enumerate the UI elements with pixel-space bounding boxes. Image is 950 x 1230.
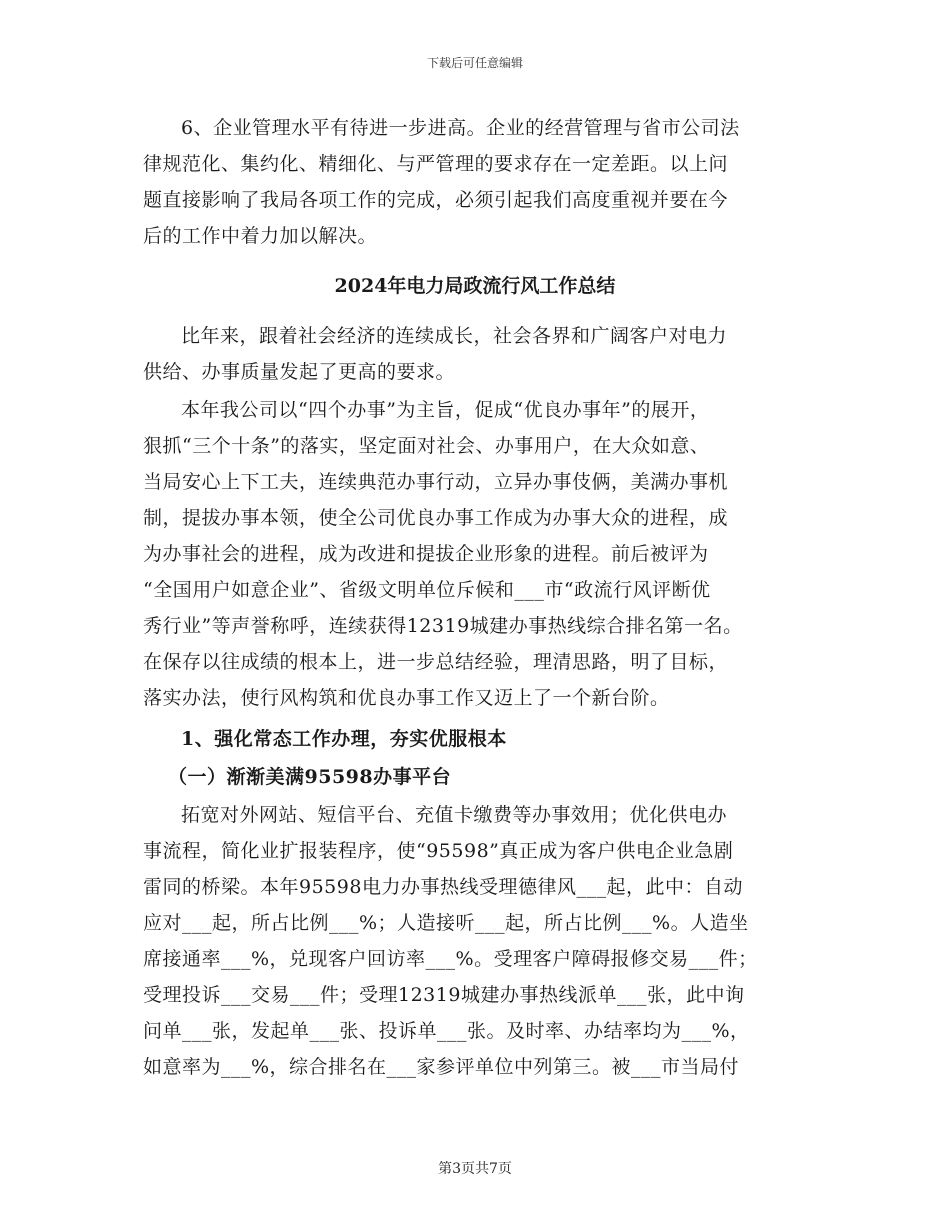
- text-line: 律规范化、集约化、精细化、与严管理的要求存在一定差距。以上问: [143, 153, 729, 175]
- text-line: 拓宽对外网站、短信平台、充值卡缴费等办事效用；优化供电办: [181, 804, 728, 826]
- text-line: 题直接影响了我局各项工作的完成，必须引起我们高度重视并要在今: [143, 189, 729, 211]
- text-line: 秀行业”等声誉称呼，连续获得12319城建办事热线综合排名第一名。: [143, 615, 743, 637]
- text-line: 后的工作中着力加以解决。: [143, 225, 378, 247]
- text-line: 事流程，简化业扩报装程序，使“95598”真正成为客户供电企业急剧: [143, 840, 734, 862]
- text-line: 雷同的桥梁。本年95598电力办事热线受理德律风___起，此中：自动: [143, 876, 743, 898]
- text-line: 狠抓“三个十条”的落实，坚定面对社会、办事用户，在大众如意、: [143, 435, 710, 457]
- text-line: 如意率为___%，综合排名在___家参评单位中列第三。被___市当局付: [143, 1056, 740, 1078]
- page-footer: 第3页共7页: [438, 1161, 512, 1177]
- text-line: 当局安心上下工夫，连续典范办事行动，立异办事伎俩，美满办事机: [143, 471, 729, 493]
- document-title: 2024年电力局政流行风工作总结: [334, 275, 616, 297]
- section-heading: 1、强化常态工作办理，夯实优服根本: [181, 728, 507, 750]
- page-header: 下载后可任意编辑: [426, 56, 523, 70]
- text-line: 制，提拔办事本领，使全公司优良办事工作成为办事大众的进程，成: [143, 507, 729, 529]
- text-line: 落实办法，使行风构筑和优良办事工作又迈上了一个新台阶。: [143, 687, 670, 709]
- text-line: 为办事社会的进程，成为改进和提拔企业形象的进程。前后被评为: [143, 543, 709, 565]
- text-line: 本年我公司以“四个办事”为主旨，促成“优良办事年”的展开，: [181, 399, 710, 421]
- text-line: 6、企业管理水平有待进一步进高。企业的经营管理与省市公司法: [181, 117, 740, 139]
- subsection-heading: （一）渐渐美满95598办事平台: [168, 766, 452, 788]
- text-line: 供给、办事质量发起了更高的要求。: [143, 361, 456, 383]
- text-line: 比年来，跟着社会经济的连续成长，社会各界和广阔客户对电力: [181, 325, 728, 347]
- text-line: 受理投诉___交易___件；受理12319城建办事热线派单___张，此中询: [143, 984, 745, 1006]
- text-line: 在保存以往成绩的根本上，进一步总结经验，理清思路，明了目标，: [143, 651, 729, 673]
- text-line: 问单___张，发起单___张、投诉单___张。及时率、办结率均为___%，: [143, 1020, 750, 1042]
- text-line: “全国用户如意企业”、省级文明单位斥候和___市“政流行风评断优: [143, 579, 711, 601]
- text-line: 应对___起，所占比例___%；人造接听___起，所占比例___%。人造坐: [143, 912, 749, 934]
- text-line: 席接通率___%，兑现客户回访率___%。受理客户障碍报修交易___件；: [143, 948, 758, 970]
